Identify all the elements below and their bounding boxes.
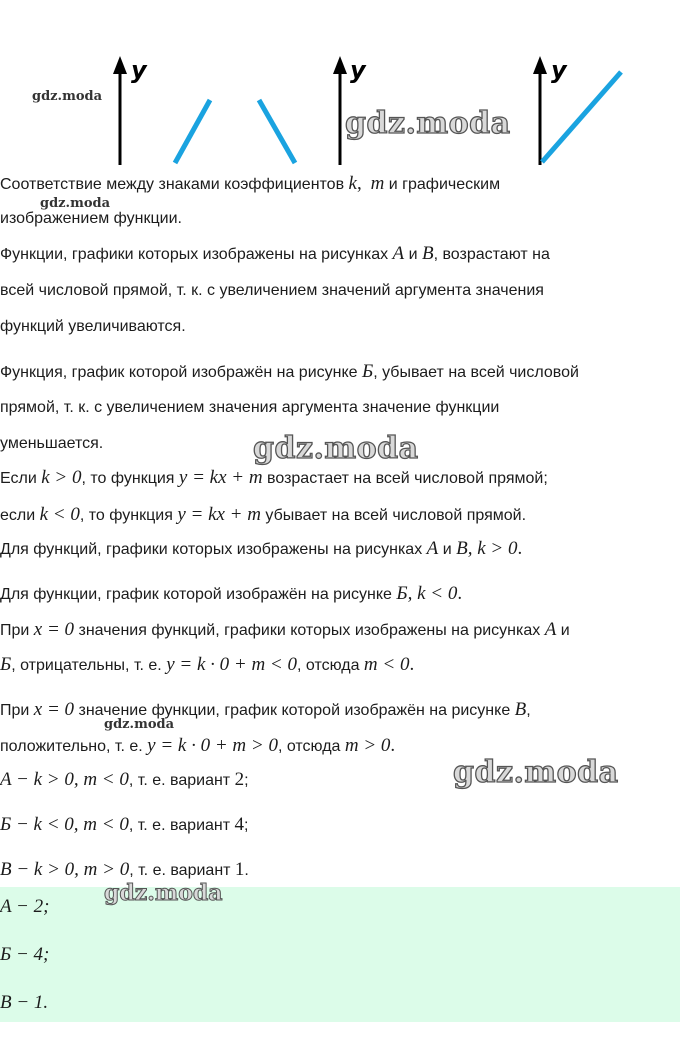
text-line-11: Для функций, графики которых изображены на рисунках A и B, k > 0. [0, 538, 523, 559]
watermark-small-1: gdz.moda [32, 89, 103, 104]
text-line-17: A − k > 0, m < 0, т. е. вариант 2; [0, 769, 249, 790]
answer-line-2: Б − 4; [0, 944, 50, 965]
text-line-4: всей числовой прямой, т. к. с увеличением значений аргумента значения [0, 282, 544, 299]
watermark-small-2: gdz.moda [40, 196, 111, 211]
answer-line-3: B − 1. [0, 992, 49, 1013]
text-line-7: прямой, т. к. с увеличением значения аргумента значение функции [0, 399, 500, 416]
text-line-5: функций увеличиваются. [0, 318, 186, 335]
text-line-12: Для функции, график которой изображён на рисунке Б, k < 0. [0, 583, 463, 604]
text-line-6: Функция, график которой изображён на рисунке Б, убывает на всей числовой [0, 361, 579, 382]
text-line-1: Соответствие между знаками коэффициентов k, m и графическим [0, 173, 501, 194]
text-line-15: При x = 0 значение функции, график которой изображён на рисунке B, [0, 699, 531, 720]
text-line-14: Б, отрицательны, т. е. y = k · 0 + m < 0, отсюда m < 0. [0, 654, 415, 675]
graph-a [113, 56, 210, 165]
text-line-18: Б − k < 0, m < 0, т. е. вариант 4; [0, 814, 249, 835]
text-line-9: Если k > 0, то функция y = kx + m возрастает на всей числовой прямой; [0, 467, 548, 488]
text-line-8: уменьшается. [0, 435, 104, 452]
graphs-figure [0, 50, 680, 170]
watermark-medium: gdz.moda [104, 880, 223, 906]
watermark-big-3: gdz.moda [453, 755, 619, 790]
answer-box [0, 887, 680, 1022]
graph-line-b [259, 100, 295, 163]
y-axis-label-c: y [551, 56, 567, 84]
graph-b [259, 100, 295, 163]
graph-line-c [542, 72, 621, 162]
text-line-16: положительно, т. е. y = k · 0 + m > 0, отсюда m > 0. [0, 735, 396, 756]
graph-line-a [175, 100, 210, 163]
y-axis-label-a: y [131, 56, 147, 84]
text-line-19: B − k > 0, m > 0, т. е. вариант 1. [0, 859, 249, 880]
y-axis-label-b: y [350, 56, 366, 84]
watermark-big-2: gdz.moda [253, 431, 419, 466]
answer-line-1: A − 2; [0, 896, 50, 917]
graph-c [533, 56, 621, 165]
text-line-3: Функции, графики которых изображены на рисунках A и B, возрастают на [0, 243, 550, 264]
text-line-10: если k < 0, то функция y = kx + m убывает на всей числовой прямой. [0, 504, 527, 525]
text-line-13: При x = 0 значения функций, графики которых изображены на рисунках A и [0, 619, 570, 640]
watermark-small-3: gdz.moda [104, 717, 175, 732]
text-line-2: изображением функции. [0, 210, 182, 227]
watermark-big-1: gdz.moda [345, 106, 511, 141]
